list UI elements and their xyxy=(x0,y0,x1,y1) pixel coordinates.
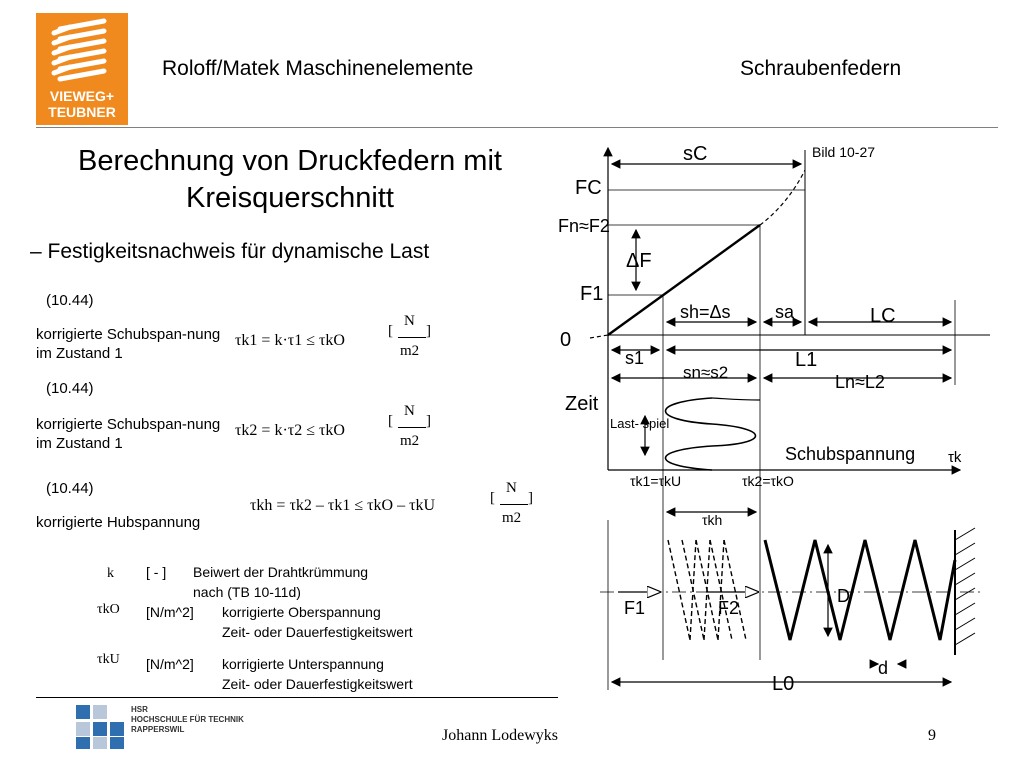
label-delta-f: ΔF xyxy=(626,250,652,272)
formula-ref: (10.44) xyxy=(46,292,94,309)
label-tkh: τkh xyxy=(702,512,723,528)
formula-label: korrigierte Schubspan-nung im Zustand 1 xyxy=(36,326,221,362)
label-wire-d: d xyxy=(878,658,889,678)
label-schubspannung: Schubspannung xyxy=(785,444,916,464)
legend-symbol: τkU xyxy=(97,652,120,667)
page-number: 9 xyxy=(928,727,936,744)
legend-description-line2: Zeit- oder Dauerfestigkeitswert xyxy=(222,624,413,640)
label-lc: LC xyxy=(870,305,896,327)
formula-ref: (10.44) xyxy=(46,480,94,497)
figure-caption: Bild 10-27 xyxy=(812,144,876,160)
formula-expression: τkh = τk2 – τk1 ≤ τkO – τkU xyxy=(250,497,436,514)
header-rule xyxy=(36,127,998,128)
label-lastspiel: Last- spiel xyxy=(610,416,670,431)
legend-unit: [N/m^2] xyxy=(146,656,194,672)
formula-label: korrigierte Hubspannung xyxy=(36,514,201,531)
label-fc: FC xyxy=(575,177,602,199)
legend-symbol: τkO xyxy=(97,602,120,617)
label-sh-ds: sh=Δs xyxy=(680,302,731,322)
hsr-text-line2: HOCHSCHULE FÜR TECHNIK xyxy=(131,715,244,724)
unit-denominator: m2 xyxy=(400,433,420,449)
formula-expression: τk1 = k·τ1 ≤ τkO xyxy=(235,332,345,349)
label-tk2: τk2=τkO xyxy=(742,473,794,489)
legend-description: korrigierte Oberspannung xyxy=(222,604,381,620)
label-s1: s1 xyxy=(625,348,645,368)
logo-text-line1: VIEWEG+ xyxy=(49,88,115,104)
legend-description-line2: nach (TB 10-11d) xyxy=(193,584,301,600)
unit-denominator: m2 xyxy=(400,343,420,359)
logo-text-line2: TEUBNER xyxy=(48,104,116,120)
formula-label: korrigierte Schubspan-nung im Zustand 1 xyxy=(36,416,221,452)
legend-symbol: k xyxy=(107,566,114,581)
label-sn-s2: sn≈s2 xyxy=(683,363,729,382)
label-zeit: Zeit xyxy=(565,393,599,415)
formula-expression: τk2 = k·τ2 ≤ τkO xyxy=(235,422,345,439)
spring-diagram xyxy=(555,140,1000,700)
hsr-logo xyxy=(76,705,124,749)
bullet-point: – Festigkeitsnachweis für dynamische Last xyxy=(30,240,430,263)
label-sa: sa xyxy=(775,302,795,322)
label-force-f1: F1 xyxy=(624,598,646,618)
unit-numerator: N xyxy=(404,313,415,329)
vieweg-teubner-logo xyxy=(36,13,128,125)
formula-ref: (10.44) xyxy=(46,380,94,397)
hsr-text-line3: RAPPERSWIL xyxy=(131,725,185,734)
hsr-text-line1: HSR xyxy=(131,705,148,714)
label-tk1: τk1=τkU xyxy=(630,473,682,489)
unit-numerator: N xyxy=(506,480,517,496)
label-zero: 0 xyxy=(560,329,572,351)
hsr-text xyxy=(131,705,244,735)
label-l1: L1 xyxy=(795,349,818,371)
legend-unit: [ - ] xyxy=(146,564,167,580)
label-f1: F1 xyxy=(580,283,604,305)
label-ln-l2: Ln≈L2 xyxy=(835,372,885,392)
header-book-title: Roloff/Matek Maschinenelemente xyxy=(162,57,474,80)
legend-description: Beiwert der Drahtkrümmung xyxy=(193,564,369,580)
label-tau-k: τk xyxy=(948,449,962,466)
footer-author: Johann Lodewyks xyxy=(442,727,558,744)
label-diameter-d: D xyxy=(837,586,850,606)
unit-numerator: N xyxy=(404,403,415,419)
legend-description: korrigierte Unterspannung xyxy=(222,656,384,672)
header-chapter: Schraubenfedern xyxy=(740,57,902,80)
legend-description-line2: Zeit- oder Dauerfestigkeitswert xyxy=(222,676,413,692)
label-force-f2: F2 xyxy=(718,598,740,618)
unit-denominator: m2 xyxy=(502,510,522,526)
slide-title: Berechnung von Druckfedern mit Kreisquerschnitt xyxy=(78,145,502,214)
footer-rule xyxy=(36,697,558,698)
label-l0: L0 xyxy=(772,673,795,695)
label-sc: sC xyxy=(683,143,708,165)
label-fn-f2: Fn≈F2 xyxy=(558,216,610,236)
legend-unit: [N/m^2] xyxy=(146,604,194,620)
